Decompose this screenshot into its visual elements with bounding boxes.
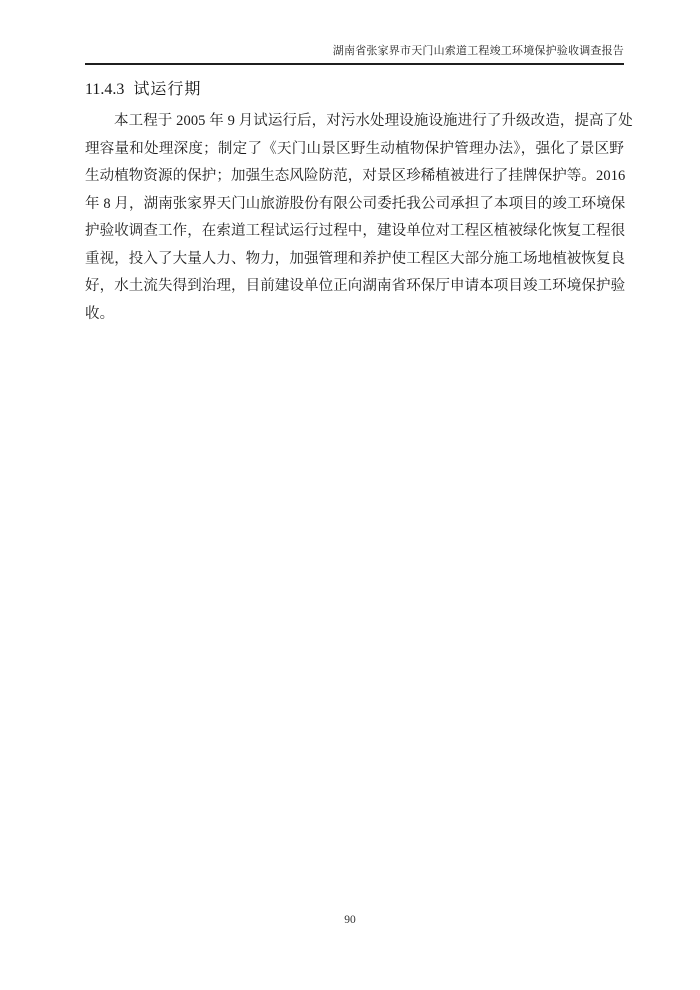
body-text-line: 护验收调查工作，在索道工程试运行过程中，建设单位对工程区植被绿化恢复工程很 (85, 223, 626, 239)
body-text-line: 生动植物资源的保护；加强生态风险防范，对景区珍稀植被进行了挂牌保护等。2016 (85, 168, 626, 184)
section-title: 试运行期 (133, 81, 202, 98)
body-text-line: 理容量和处理深度；制定了《天门山景区野生动植物保护管理办法》，强化了景区野 (85, 140, 624, 157)
header-title: 湖南省张家界市天门山索道工程竣工环境保护验收调查报告 (332, 45, 624, 57)
header-rule (85, 63, 624, 65)
page-header (85, 44, 624, 58)
body-paragraph (85, 108, 633, 328)
body-text-line: 好，水土流失得到治理，目前建设单位正向湖南省环保厅申请本项目竣工环境保护验 (85, 278, 626, 294)
body-text-line: 收。 (85, 305, 115, 322)
section-number: 11.4.3 (85, 81, 125, 98)
body-text-line: 年 8 月，湖南张家界天门山旅游股份有限公司委托我公司承担了本项目的竣工环境保 (85, 195, 626, 212)
body-text-line: 本工程于 2005 年 9 月试运行后，对污水处理设施设施进行了升级改造，提高了处 (114, 113, 633, 129)
page-number: 90 (344, 914, 356, 926)
section-heading (85, 80, 201, 100)
body-text-line: 重视，投入了大量人力、物力，加强管理和养护使工程区大部分施工场地植被恢复良 (85, 250, 626, 267)
